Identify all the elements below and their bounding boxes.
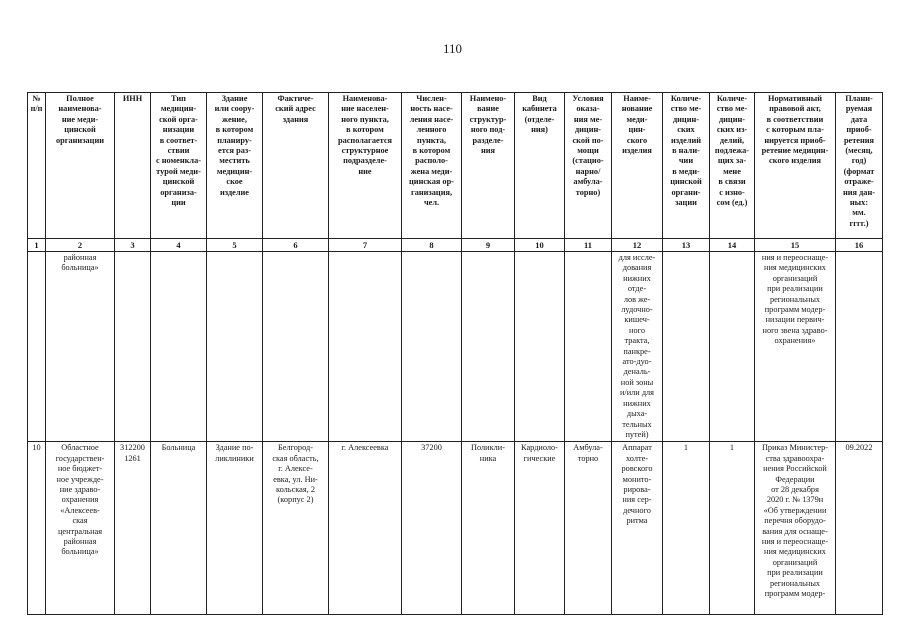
column-number: 5 bbox=[207, 239, 263, 252]
column-number: 14 bbox=[710, 239, 755, 252]
cell-locality: г. Алексеевка bbox=[329, 442, 402, 615]
col-header-device-name: Наиме- нование меди- цин- ского изделия bbox=[612, 93, 663, 239]
cell-conditions: Амбула- торно bbox=[565, 442, 612, 615]
col-header-cabinet: Вид кабинета (отделе- ния) bbox=[515, 93, 565, 239]
cell-qty-replace: 1 bbox=[710, 442, 755, 615]
cell-org-name: Областное государствен- ное бюджет- ное учрежде- ние здраво- охранения «Алексеев- ская центральная районная больница» bbox=[46, 442, 115, 615]
col-header-subdivision: Наимено- вание структур- ного под- разделе- ния bbox=[462, 93, 515, 239]
cell-device-name: для иссле- дования нижних отде- лов же- лудочно- кишеч- ного тракта, панкре- ато-дуо- деналь- ной зоны и/или для нижних дыха- тельных путей) bbox=[612, 252, 663, 442]
medical-equipment-table bbox=[27, 92, 883, 615]
col-header-inn: ИНН bbox=[115, 93, 151, 239]
cell-building bbox=[207, 252, 263, 442]
cell-org-name: районная больница» bbox=[46, 252, 115, 442]
column-number: 7 bbox=[329, 239, 402, 252]
cell-address bbox=[263, 252, 329, 442]
cell-org-type: Больница bbox=[151, 442, 207, 615]
column-number: 11 bbox=[565, 239, 612, 252]
column-number: 9 bbox=[462, 239, 515, 252]
col-header-legal-act: Нормативный правовой акт, в соответствии с которым пла- нируется приоб- ретение медицин- ского изделия bbox=[755, 93, 836, 239]
column-number: 8 bbox=[402, 239, 462, 252]
column-number: 12 bbox=[612, 239, 663, 252]
col-header-address: Фактиче- ский адрес здания bbox=[263, 93, 329, 239]
table-row bbox=[28, 442, 883, 615]
col-header-num: № п/п bbox=[28, 93, 46, 239]
cell-planned-date bbox=[836, 252, 883, 442]
cell-qty-available: 1 bbox=[663, 442, 710, 615]
col-header-locality: Наименова- ние населен- ного пункта, в котором располагается структурное подразделе- ние bbox=[329, 93, 402, 239]
cell-cabinet bbox=[515, 252, 565, 442]
cell-population: 37200 bbox=[402, 442, 462, 615]
col-header-qty-available: Количе- ство ме- дицин- ских изделий в нали- чии в меди- цинской органи- зации bbox=[663, 93, 710, 239]
column-number: 6 bbox=[263, 239, 329, 252]
column-number: 16 bbox=[836, 239, 883, 252]
column-number: 2 bbox=[46, 239, 115, 252]
header-row bbox=[28, 93, 883, 239]
cell-legal-act: Приказ Министер- ства здравоохра- нения Российской Федерации от 28 декабря 2020 г. № 1379н «Об утверждении перечня оборудо- вания для оснаще- ния и переоснаще- ния медицинских организаций при реализации региональных программ модер- bbox=[755, 442, 836, 615]
col-header-planned-date: Плани- руемая дата приоб- ретения (месяц, год) (формат отраже- ния дан- ных: мм. гггг.) bbox=[836, 93, 883, 239]
cell-building: Здание по- ликлиники bbox=[207, 442, 263, 615]
cell-subdivision bbox=[462, 252, 515, 442]
table-row-continuation bbox=[28, 252, 883, 442]
column-number: 15 bbox=[755, 239, 836, 252]
cell-num: 10 bbox=[28, 442, 46, 615]
cell-population bbox=[402, 252, 462, 442]
cell-planned-date: 09.2022 bbox=[836, 442, 883, 615]
column-number: 3 bbox=[115, 239, 151, 252]
cell-num bbox=[28, 252, 46, 442]
column-number: 10 bbox=[515, 239, 565, 252]
cell-legal-act: ния и переоснаще- ния медицинских организаций при реализации региональных программ модер- низации первич- ного звена здраво- охранения» bbox=[755, 252, 836, 442]
col-header-qty-replace: Количе- ство ме- дицин- ских из- делий, подлежа- щих за- мене в связи с изно- сом (ед.) bbox=[710, 93, 755, 239]
col-header-org-name: Полное наименова- ние меди- цинской организации bbox=[46, 93, 115, 239]
column-number-row bbox=[28, 239, 883, 252]
cell-subdivision: Поликли- ника bbox=[462, 442, 515, 615]
cell-locality bbox=[329, 252, 402, 442]
cell-device-name: Аппарат холте- ровского монито- рирова- ния сер- дечного ритма bbox=[612, 442, 663, 615]
cell-address: Белгород- ская область, г. Алексе- евка, ул. Ни- кольская, 2 (корпус 2) bbox=[263, 442, 329, 615]
col-header-conditions: Условия оказа- ния ме- дицин- ской по- мощи (стацио- нарно/ амбула- торно) bbox=[565, 93, 612, 239]
page-number: 110 bbox=[442, 41, 463, 56]
column-number: 1 bbox=[28, 239, 46, 252]
cell-conditions bbox=[565, 252, 612, 442]
cell-qty-replace bbox=[710, 252, 755, 442]
cell-inn: 312200 1261 bbox=[115, 442, 151, 615]
cell-cabinet: Кардиоло- гические bbox=[515, 442, 565, 615]
col-header-building: Здание или соору- жение, в котором планиру- ется раз- местить медицин- ское изделие bbox=[207, 93, 263, 239]
cell-qty-available bbox=[663, 252, 710, 442]
col-header-population: Числен- ность насе- ления насе- ленного пункта, в котором располо- жена меди- цинская ор- ганизация, чел. bbox=[402, 93, 462, 239]
column-number: 4 bbox=[151, 239, 207, 252]
col-header-org-type: Тип медицин- ской орга- низации в соответ- ствии с номенкла- турой меди- цинской организа- ции bbox=[151, 93, 207, 239]
column-number: 13 bbox=[663, 239, 710, 252]
cell-org-type bbox=[151, 252, 207, 442]
cell-inn bbox=[115, 252, 151, 442]
